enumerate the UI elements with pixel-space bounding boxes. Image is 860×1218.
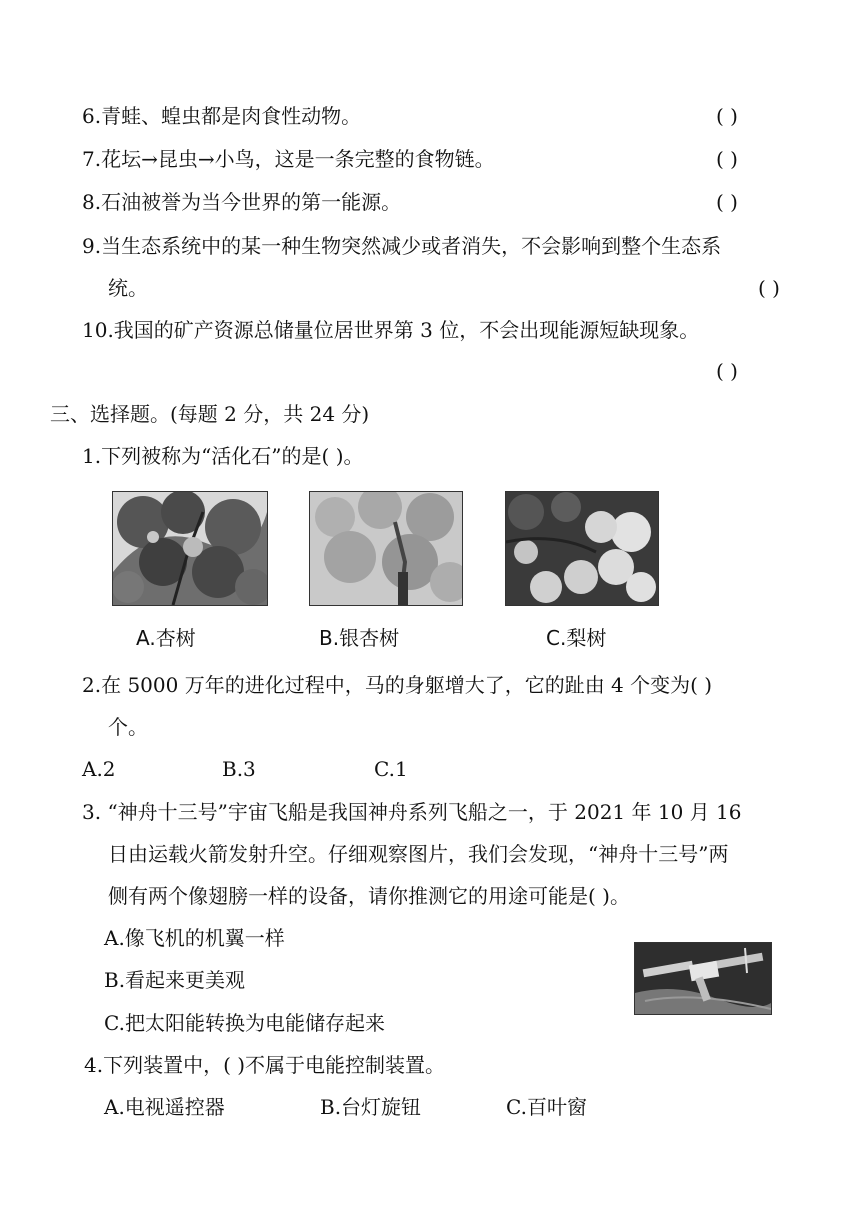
option-b[interactable]: B.台灯旋钮 [320,1095,422,1119]
option-b[interactable]: B.看起来更美观 [104,968,246,992]
tf-item-10: 10.我国的矿产资源总储量位居世界第 3 位，不会出现能源短缺现象。 [82,318,700,342]
section-heading-choice: 三、选择题。(每题 2 分，共 24 分) [50,402,370,426]
option-c[interactable]: C.1 [374,757,408,781]
question-4: 4.下列装置中，( )不属于电能控制装置。 [84,1053,446,1077]
question-2: 2.在 5000 万年的进化过程中，马的身躯增大了，它的趾由 4 个变为( ) [82,673,713,697]
answer-blank[interactable]: ( ) [716,104,738,128]
spacecraft-photo [634,942,772,1015]
apricot-tree-photo [112,491,268,606]
option-c[interactable]: C.百叶窗 [506,1095,587,1119]
question-2-continued: 个。 [108,715,148,739]
ginkgo-tree-photo [309,491,463,606]
question-3: 3. “神舟十三号”宇宙飞船是我国神舟系列飞船之一，于 2021 年 10 月 16 [82,800,742,824]
option-b[interactable]: B.3 [222,757,256,781]
tf-item-7: 7.花坛→昆虫→小鸟，这是一条完整的食物链。 [82,147,495,171]
option-c[interactable]: C.梨树 [546,626,607,650]
tf-item-9: 9.当生态系统中的某一种生物突然减少或者消失，不会影响到整个生态系 [82,234,722,258]
question-3-line-2: 日由运载火箭发射升空。仔细观察图片，我们会发现，“神舟十三号”两 [108,842,729,866]
option-c[interactable]: C.把太阳能转换为电能储存起来 [104,1011,385,1035]
question-3-line-3: 侧有两个像翅膀一样的设备，请你推测它的用途可能是( )。 [108,884,630,908]
tf-item-9-continued: 统。 [108,276,148,300]
answer-blank[interactable]: ( ) [758,276,780,300]
option-a[interactable]: A.2 [82,757,116,781]
tf-item-8: 8.石油被誉为当今世界的第一能源。 [82,190,402,214]
tf-item-6: 6.青蛙、蝗虫都是肉食性动物。 [82,104,362,128]
answer-blank[interactable]: ( ) [716,147,738,171]
pear-tree-photo [505,491,659,606]
answer-blank[interactable]: ( ) [716,190,738,214]
option-a[interactable]: A.像飞机的机翼一样 [104,926,285,950]
option-b[interactable]: B.银杏树 [319,626,400,650]
option-a[interactable]: A.电视遥控器 [104,1095,225,1119]
answer-blank[interactable]: ( ) [716,359,738,383]
option-a[interactable]: A.杏树 [136,626,196,650]
question-1: 1.下列被称为“活化石”的是( )。 [82,444,364,468]
